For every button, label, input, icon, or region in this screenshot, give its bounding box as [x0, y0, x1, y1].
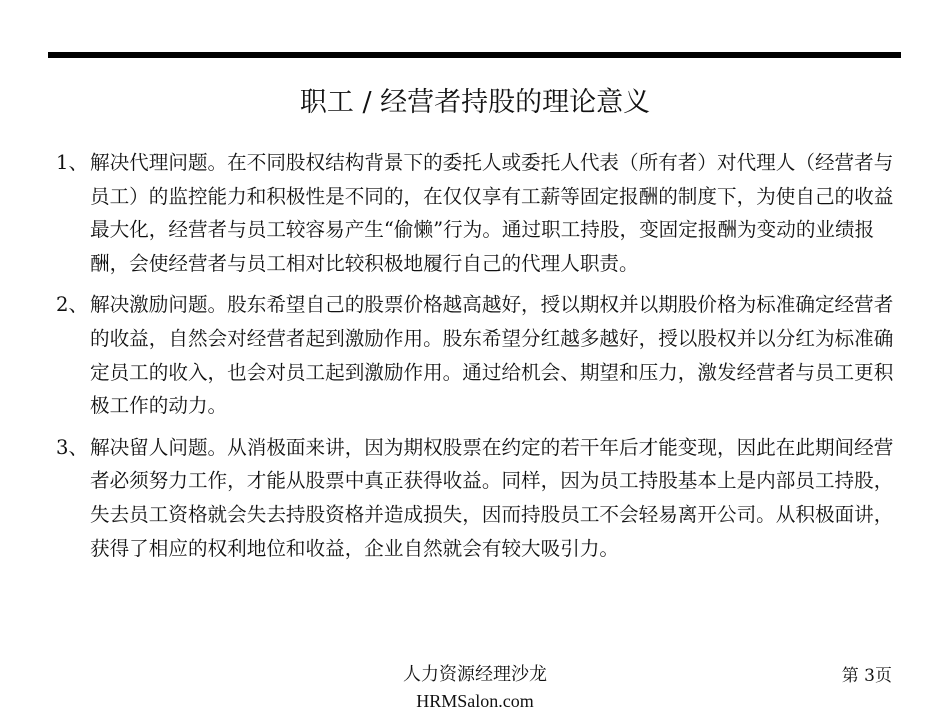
item-number: 3、 [56, 435, 89, 459]
body-list [56, 146, 898, 573]
footer [0, 662, 950, 714]
item-text: 解决激励问题。股东希望自己的股票价格越高越好，授以期权并以期股价格为标准确定经营者的收益，自然会对经营者起到激励作用。股东希望分红越多越好，授以股权并以分红为标准确定员工的收入，也会对员工起到激励作用。通过给机会、期望和压力，激发经营者与员工更积极工作的动力。 [90, 293, 894, 418]
list-item [56, 288, 898, 422]
footer-website: HRMSalon.com [416, 691, 534, 711]
list-item [56, 146, 898, 280]
page-number: 第 3页 [841, 666, 892, 686]
item-text: 解决代理问题。在不同股权结构背景下的委托人或委托人代表（所有者）对代理人（经营者与员工）的监控能力和积极性是不同的，在仅仅享有工薪等固定报酬的制度下，为使自己的收益最大化，经营者与员工较容易产生“偷懒”行为。通过职工持股，变固定报酬为变动的业绩报酬，会使经营者与员工相对比较积极地履行自己的代理人职责。 [90, 151, 894, 275]
slide-title: 职工 / 经营者持股的理论意义 [299, 87, 651, 118]
list-item [56, 431, 898, 565]
top-rule [48, 52, 901, 58]
item-number: 1、 [56, 151, 89, 174]
item-text: 解决留人问题。从消极面来讲，因为期权股票在约定的若干年后才能变现，因此在此期间经营者必须努力工作，才能从股票中真正获得收益。同样，因为员工持股基本上是内部员工持股，失去员工资格就会失去持股资格并造成损失，因而持股员工不会轻易离开公司。从积极面讲，获得了相应的权利地位和收益，企业自然就会有较大吸引力。 [90, 435, 894, 560]
footer-org-name: 人力资源经理沙龙 [403, 664, 547, 685]
item-number: 2、 [56, 293, 89, 317]
